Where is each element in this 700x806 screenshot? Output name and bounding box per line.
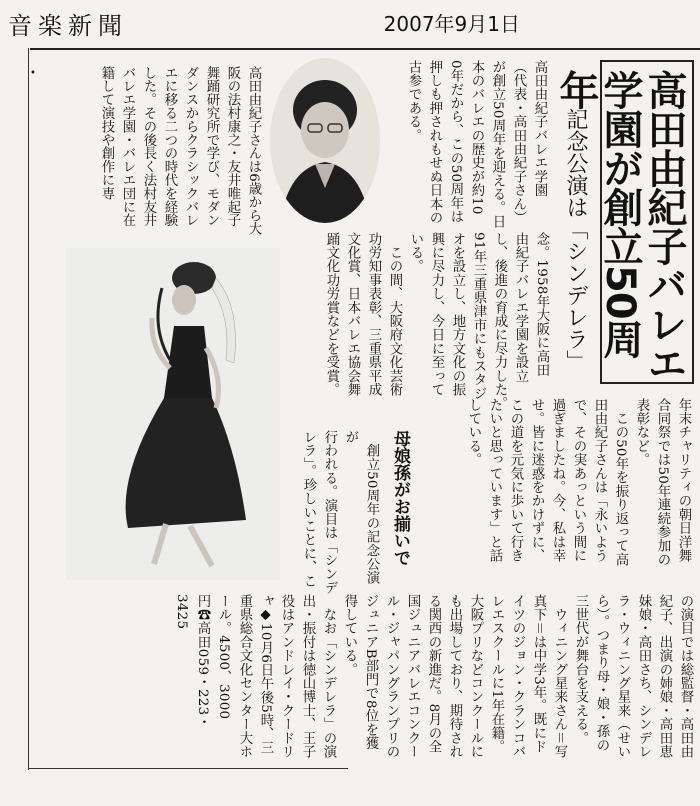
body-bottom-line: 妹娘・高田さち、シンデレ [636,594,651,759]
newspaper-name: 音楽新聞 [8,12,128,40]
body-bottom-line: 3425 [174,594,189,630]
dancer-photo [66,248,280,580]
body-mid-line: この間、大阪府文化芸術 [387,232,402,397]
sub-heading: 母娘孫がお揃いで [390,430,410,566]
body-right-line: 合同祭では50年連続参加の [655,398,670,567]
body-mid-line: 踊文化功労賞などを受賞。 [324,232,339,397]
masthead [0,4,700,40]
headline-line-1: 高田由紀子バレエ [641,70,687,382]
body-bottom-line: ール。4500、3000 [216,594,231,720]
body-top-line: 0年だから、この50周年は [448,60,463,224]
body-bottom-line: イツのジョン・クランコバ [510,594,525,759]
body-bottom-line: ら）。つまり母・娘・孫の [594,594,609,752]
body-bottom-line: 国ジュニアバレエコンクー [405,594,420,759]
body-bottom-line: 得している。 [342,594,357,677]
body-right-line: せ。皆に迷惑をかけずに、 [529,398,544,563]
masthead-rule [30,48,700,50]
body-top-line: 高田由紀子バレエ学園 [532,60,547,197]
body-sub-column [290,430,382,598]
body-mid-line: 功労知事表彰、三重県平成 [366,232,381,397]
body-sub-line: レラ」。珍しいことに、こ [301,430,316,588]
body-bottom-line: ラ・ウィニング星来（せい [615,594,630,759]
portrait-figure [270,58,380,223]
body-mid-line: 91年三重県津市にもスタジ [471,232,486,401]
body-right-line: している。 [466,398,481,467]
issue-date: 2007年9月1日 [383,12,520,36]
body-right-column [420,398,694,580]
body-bottom-line: 役はアンドレイ・クードリ [279,594,294,759]
body-bottom-line: 出・振付は徳山博士、王子 [300,594,315,759]
body-right-line: たいと思っています」と話 [487,398,502,563]
body-bottom-line: 円☎高田059・223・ [195,594,210,730]
body-right-line: 田由紀子さんは「永いよう [592,398,607,563]
body-top-line: （代表・高田由紀子さん） [511,60,526,225]
body-mid-line: いる。 [408,232,423,274]
body-bottom-line: る関西の新進だ。8月の全 [426,594,441,754]
headline-line-2: 学園が創立50周年 [553,70,643,358]
body-right-line: 年末チャリティの朝日洋舞 [676,398,691,563]
body-mid-line: し、後進の育成に尽力した。 [492,232,507,411]
body-sub-line: 行われる。演目は「シンデ [322,430,337,595]
body-mid-column [290,232,552,412]
body-bottom-line: レエスクールに1年在籍。 [489,594,504,754]
body-bottom-line: ジュニアB部門で8位を獲 [363,594,378,750]
body-bottom-line: 紀子、出演の姉娘・高田恵 [657,594,672,759]
body-right-line: この道を元気に歩いて行き [508,398,523,563]
body-right-line: 過ぎましたね。今、私は幸 [550,398,565,563]
body-bottom-line: ャ◆10月6日午後5時、三 [258,594,273,755]
body-top-line: 本のバレエの歴史が約10 [469,60,484,215]
body-mid-line: 興に尽力し、今日に至って [429,232,444,397]
body-bottom-line: も出場しており、期待され [447,594,462,759]
body-right-line: で、その実あっという間に [571,398,586,563]
caption-column: 高田由紀子さんは6歳から大阪の法村康之・友井唯起子舞踊研究所で学び、モダンダンスからクラシックバレエに移る二つの時代を経験した。その後長く法村友井バレエ学園・バレエ団に在籍して演技や創作に専 [99,66,261,236]
body-sub-line: 創立50周年の記念公演が [343,430,379,585]
body-bottom-line: 重県総合文化センター大ホ [237,594,252,759]
body-top-line: が創立50周年を迎える。日 [490,60,505,229]
body-top-column [390,60,550,240]
body-bottom-column [70,594,696,770]
body-bottom-line: 大阪プリなどコンクールに [468,594,483,759]
body-mid-line: 念。1958年大阪に高田 [534,232,549,377]
body-bottom-line: 三世代が舞台を支える。 [573,594,588,745]
body-bottom-line: 真下＝は中学3年。既にド [531,594,546,754]
left-border-rule [28,48,29,770]
dot-mark: • [30,68,36,79]
body-bottom-line: の演目では総監督・高田由 [678,594,693,759]
portrait-photo [270,58,380,223]
body-bottom-line: ル・ジャパングランプリの [384,594,399,759]
headline-sub: 記念公演は「シンデレラ」 [563,108,588,372]
body-bottom-line: なお「シンデレラ」の演 [321,594,336,759]
body-bottom-line: ウィニング星来さん＝写 [552,594,567,759]
body-mid-line: 由紀子バレエ学園を設立 [513,232,528,383]
dancer-figure [66,248,280,580]
body-right-line: この50年を振り返って高 [613,398,628,567]
body-mid-line: 文化賞、日本バレエ協会舞 [345,232,360,397]
body-top-line: 押しも押されもせぬ日本の [427,60,442,225]
body-top-line: 古参である。 [406,60,421,143]
body-right-line: 表彰など。 [634,398,649,467]
body-mid-line: オを設立し、地方文化の振 [450,232,465,397]
